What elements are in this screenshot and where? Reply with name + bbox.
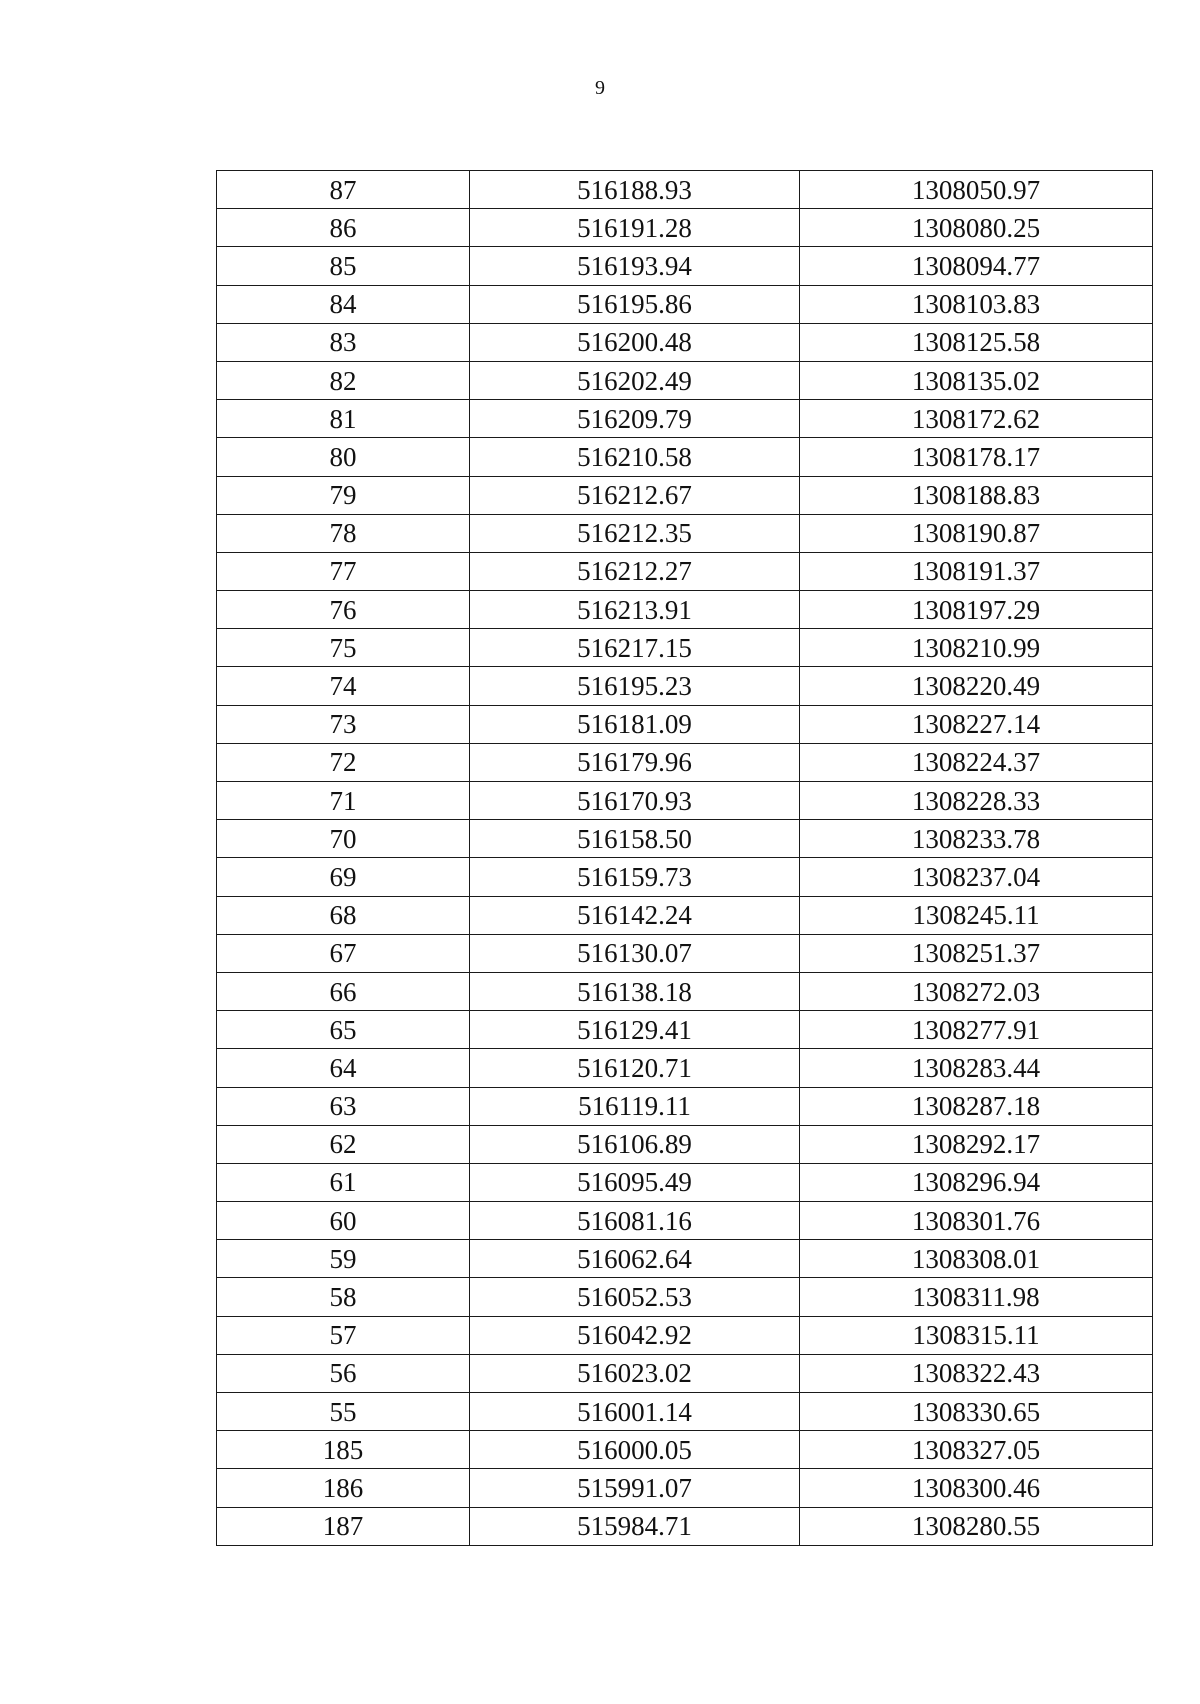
- point-number-cell: 76: [217, 591, 470, 629]
- table-row: [217, 1049, 1153, 1087]
- y-coordinate-cell: 1308228.33: [800, 782, 1153, 820]
- point-number-cell: 185: [217, 1431, 470, 1469]
- y-coordinate-cell: 1308050.97: [800, 171, 1153, 209]
- x-coordinate-cell: 516170.93: [470, 782, 800, 820]
- x-coordinate-cell: 516106.89: [470, 1125, 800, 1163]
- x-coordinate-cell: 516142.24: [470, 896, 800, 934]
- point-number-cell: 78: [217, 514, 470, 552]
- y-coordinate-cell: 1308135.02: [800, 361, 1153, 399]
- x-coordinate-cell: 516158.50: [470, 820, 800, 858]
- table-row: [217, 972, 1153, 1010]
- x-coordinate-cell: 515991.07: [470, 1469, 800, 1507]
- x-coordinate-cell: 516217.15: [470, 629, 800, 667]
- x-coordinate-cell: 516213.91: [470, 591, 800, 629]
- y-coordinate-cell: 1308197.29: [800, 591, 1153, 629]
- point-number-cell: 83: [217, 323, 470, 361]
- table-row: [217, 247, 1153, 285]
- y-coordinate-cell: 1308315.11: [800, 1316, 1153, 1354]
- x-coordinate-cell: 516062.64: [470, 1240, 800, 1278]
- y-coordinate-cell: 1308125.58: [800, 323, 1153, 361]
- point-number-cell: 60: [217, 1202, 470, 1240]
- table-row: [217, 782, 1153, 820]
- point-number-cell: 70: [217, 820, 470, 858]
- point-number-cell: 72: [217, 743, 470, 781]
- point-number-cell: 58: [217, 1278, 470, 1316]
- point-number-cell: 86: [217, 209, 470, 247]
- table-row: [217, 1431, 1153, 1469]
- x-coordinate-cell: 516212.27: [470, 552, 800, 590]
- point-number-cell: 80: [217, 438, 470, 476]
- x-coordinate-cell: 516210.58: [470, 438, 800, 476]
- table-row: [217, 705, 1153, 743]
- table-row: [217, 629, 1153, 667]
- point-number-cell: 74: [217, 667, 470, 705]
- x-coordinate-cell: 516138.18: [470, 972, 800, 1010]
- y-coordinate-cell: 1308190.87: [800, 514, 1153, 552]
- point-number-cell: 59: [217, 1240, 470, 1278]
- table-row: [217, 591, 1153, 629]
- x-coordinate-cell: 516200.48: [470, 323, 800, 361]
- table-row: [217, 285, 1153, 323]
- x-coordinate-cell: 516195.86: [470, 285, 800, 323]
- point-number-cell: 186: [217, 1469, 470, 1507]
- table-row: [217, 1393, 1153, 1431]
- table-row: [217, 858, 1153, 896]
- x-coordinate-cell: 516188.93: [470, 171, 800, 209]
- table-row: [217, 1125, 1153, 1163]
- table-row: [217, 1240, 1153, 1278]
- point-number-cell: 81: [217, 400, 470, 438]
- point-number-cell: 62: [217, 1125, 470, 1163]
- x-coordinate-cell: 516212.35: [470, 514, 800, 552]
- point-number-cell: 71: [217, 782, 470, 820]
- x-coordinate-cell: 516042.92: [470, 1316, 800, 1354]
- table-row: [217, 820, 1153, 858]
- table-row: [217, 667, 1153, 705]
- y-coordinate-cell: 1308237.04: [800, 858, 1153, 896]
- x-coordinate-cell: 516212.67: [470, 476, 800, 514]
- y-coordinate-cell: 1308283.44: [800, 1049, 1153, 1087]
- x-coordinate-cell: 516209.79: [470, 400, 800, 438]
- x-coordinate-cell: 516120.71: [470, 1049, 800, 1087]
- y-coordinate-cell: 1308080.25: [800, 209, 1153, 247]
- point-number-cell: 68: [217, 896, 470, 934]
- x-coordinate-cell: 516023.02: [470, 1354, 800, 1392]
- y-coordinate-cell: 1308227.14: [800, 705, 1153, 743]
- y-coordinate-cell: 1308311.98: [800, 1278, 1153, 1316]
- y-coordinate-cell: 1308094.77: [800, 247, 1153, 285]
- x-coordinate-cell: 516130.07: [470, 934, 800, 972]
- point-number-cell: 61: [217, 1163, 470, 1201]
- x-coordinate-cell: 516191.28: [470, 209, 800, 247]
- y-coordinate-cell: 1308178.17: [800, 438, 1153, 476]
- page-number: 9: [595, 77, 605, 99]
- y-coordinate-cell: 1308233.78: [800, 820, 1153, 858]
- table-row: [217, 1278, 1153, 1316]
- table-row: [217, 476, 1153, 514]
- coordinates-table: [216, 170, 1153, 1546]
- point-number-cell: 64: [217, 1049, 470, 1087]
- y-coordinate-cell: 1308188.83: [800, 476, 1153, 514]
- x-coordinate-cell: 516081.16: [470, 1202, 800, 1240]
- table-row: [217, 400, 1153, 438]
- table-row: [217, 1316, 1153, 1354]
- point-number-cell: 63: [217, 1087, 470, 1125]
- table-row: [217, 1163, 1153, 1201]
- point-number-cell: 82: [217, 361, 470, 399]
- x-coordinate-cell: 516129.41: [470, 1011, 800, 1049]
- table-row: [217, 1507, 1153, 1545]
- y-coordinate-cell: 1308172.62: [800, 400, 1153, 438]
- x-coordinate-cell: 516119.11: [470, 1087, 800, 1125]
- y-coordinate-cell: 1308292.17: [800, 1125, 1153, 1163]
- table-row: [217, 438, 1153, 476]
- table-row: [217, 896, 1153, 934]
- x-coordinate-cell: 515984.71: [470, 1507, 800, 1545]
- coordinates-table-body: [217, 171, 1153, 1546]
- y-coordinate-cell: 1308224.37: [800, 743, 1153, 781]
- y-coordinate-cell: 1308210.99: [800, 629, 1153, 667]
- point-number-cell: 79: [217, 476, 470, 514]
- table-row: [217, 1469, 1153, 1507]
- x-coordinate-cell: 516193.94: [470, 247, 800, 285]
- y-coordinate-cell: 1308191.37: [800, 552, 1153, 590]
- point-number-cell: 75: [217, 629, 470, 667]
- y-coordinate-cell: 1308301.76: [800, 1202, 1153, 1240]
- table-row: [217, 1011, 1153, 1049]
- y-coordinate-cell: 1308245.11: [800, 896, 1153, 934]
- y-coordinate-cell: 1308280.55: [800, 1507, 1153, 1545]
- x-coordinate-cell: 516181.09: [470, 705, 800, 743]
- point-number-cell: 67: [217, 934, 470, 972]
- y-coordinate-cell: 1308296.94: [800, 1163, 1153, 1201]
- y-coordinate-cell: 1308103.83: [800, 285, 1153, 323]
- x-coordinate-cell: 516095.49: [470, 1163, 800, 1201]
- x-coordinate-cell: 516001.14: [470, 1393, 800, 1431]
- point-number-cell: 84: [217, 285, 470, 323]
- point-number-cell: 187: [217, 1507, 470, 1545]
- table-row: [217, 171, 1153, 209]
- table-row: [217, 323, 1153, 361]
- y-coordinate-cell: 1308251.37: [800, 934, 1153, 972]
- table-row: [217, 1354, 1153, 1392]
- point-number-cell: 73: [217, 705, 470, 743]
- y-coordinate-cell: 1308300.46: [800, 1469, 1153, 1507]
- y-coordinate-cell: 1308220.49: [800, 667, 1153, 705]
- table-row: [217, 552, 1153, 590]
- table-row: [217, 743, 1153, 781]
- y-coordinate-cell: 1308308.01: [800, 1240, 1153, 1278]
- x-coordinate-cell: 516179.96: [470, 743, 800, 781]
- table-row: [217, 934, 1153, 972]
- x-coordinate-cell: 516202.49: [470, 361, 800, 399]
- table-row: [217, 209, 1153, 247]
- x-coordinate-cell: 516000.05: [470, 1431, 800, 1469]
- table-row: [217, 361, 1153, 399]
- table-row: [217, 1087, 1153, 1125]
- point-number-cell: 66: [217, 972, 470, 1010]
- x-coordinate-cell: 516052.53: [470, 1278, 800, 1316]
- y-coordinate-cell: 1308327.05: [800, 1431, 1153, 1469]
- point-number-cell: 87: [217, 171, 470, 209]
- point-number-cell: 85: [217, 247, 470, 285]
- point-number-cell: 57: [217, 1316, 470, 1354]
- y-coordinate-cell: 1308322.43: [800, 1354, 1153, 1392]
- table-row: [217, 1202, 1153, 1240]
- y-coordinate-cell: 1308272.03: [800, 972, 1153, 1010]
- point-number-cell: 77: [217, 552, 470, 590]
- x-coordinate-cell: 516195.23: [470, 667, 800, 705]
- y-coordinate-cell: 1308330.65: [800, 1393, 1153, 1431]
- point-number-cell: 69: [217, 858, 470, 896]
- x-coordinate-cell: 516159.73: [470, 858, 800, 896]
- y-coordinate-cell: 1308287.18: [800, 1087, 1153, 1125]
- point-number-cell: 65: [217, 1011, 470, 1049]
- table-row: [217, 514, 1153, 552]
- point-number-cell: 55: [217, 1393, 470, 1431]
- point-number-cell: 56: [217, 1354, 470, 1392]
- y-coordinate-cell: 1308277.91: [800, 1011, 1153, 1049]
